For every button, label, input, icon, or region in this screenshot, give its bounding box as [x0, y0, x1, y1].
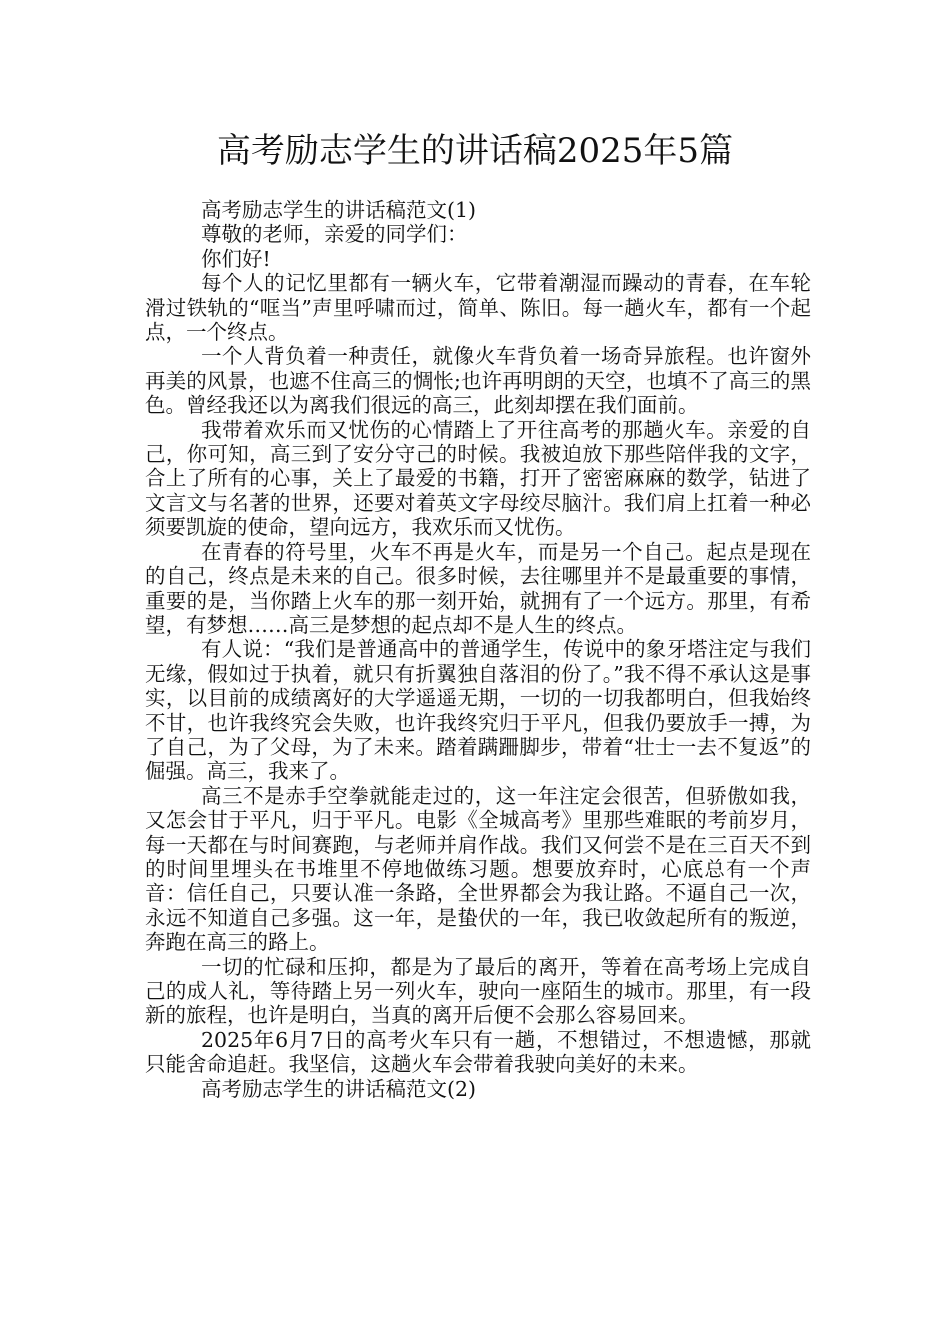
paragraph: 每个人的记忆里都有一辆火车，它带着潮湿而躁动的青春，在车轮滑过铁轨的“哐当”声里呼啸而过，简单、陈旧。每一趟火车，都有一个起点，一个终点。: [145, 271, 811, 345]
greeting: 你们好!: [201, 246, 271, 271]
paragraph: 我带着欢乐而又忧伤的心情踏上了开往高考的那趟火车。亲爱的自己，你可知，高三到了安分守己的时候。我被迫放下那些陪伴我的文字，合上了所有的心事，关上了最爱的书籍，打开了密密麻麻的数学，钻进了文言文与名著的世界，还要对着英文字母绞尽脑汁。我们肩上扛着一种必须要凯旋的使命，望向远方，我欢乐而又忧伤。: [145, 417, 811, 540]
document-body: [145, 198, 811, 1101]
paragraph: 2025年6月7日的高考火车只有一趟，不想错过，不想遗憾，那就只能舍命追赶。我坚信，这趟火车会带着我驶向美好的未来。: [145, 1027, 811, 1077]
document-title: 高考励志学生的讲话稿2025年5篇: [216, 131, 734, 171]
paragraph: 一个人背负着一种责任，就像火车背负着一场奇异旅程。也许窗外再美的风景，也遮不住高三的惆怅;也许再明朗的天空，也填不了高三的黑色。曾经我还以为离我们很远的高三，此刻却摆在我们面前。: [145, 344, 811, 418]
salutation: 尊敬的老师，亲爱的同学们：: [201, 222, 468, 247]
section-heading-1: 高考励志学生的讲话稿范文(1): [201, 198, 477, 222]
paragraph: 在青春的符号里，火车不再是火车，而是另一个自己。起点是现在的自己，终点是未来的自己。很多时候，去往哪里并不是最重要的事情，重要的是，当你踏上火车的那一刻开始，就拥有了一个远方。那里，有希望，有梦想……高三是梦想的起点却不是人生的终点。: [145, 539, 811, 637]
section-heading-2: 高考励志学生的讲话稿范文(2): [201, 1076, 477, 1101]
paragraph: 一切的忙碌和压抑，都是为了最后的离开，等着在高考场上完成自己的成人礼，等待踏上另一列火车，驶向一座陌生的城市。那里，有一段新的旅程，也许是明白，当真的离开后便不会那么容易回来。: [145, 954, 811, 1028]
paragraph: 有人说：“我们是普通高中的普通学生，传说中的象牙塔注定与我们无缘，假如过于执着，就只有折翼独自落泪的份了。”我不得不承认这是事实，以目前的成绩离好的大学遥遥无期，一切的一切我都明白，但我始终不甘，也许我终究会失败，也许我终究归于平凡，但我仍要放手一搏，为了自己，为了父母，为了未来。踏着蹒跚脚步，带着“壮士一去不复返”的倔强。高三，我来了。: [145, 637, 811, 784]
paragraph: 高三不是赤手空拳就能走过的，这一年注定会很苦，但骄傲如我，又怎会甘于平凡，归于平凡。电影《全城高考》里那些难眠的考前岁月，每一天都在与时间赛跑，与老师并肩作战。我们又何尝不是在三百天不到的时间里埋头在书堆里不停地做练习题。想要放弃时，心底总有一个声音：信任自己，只要认准一条路，全世界都会为我让路。不逼自己一次，永远不知道自己多强。这一年，是蛰伏的一年，我已收敛起所有的叛逆，奔跑在高三的路上。: [145, 783, 811, 955]
